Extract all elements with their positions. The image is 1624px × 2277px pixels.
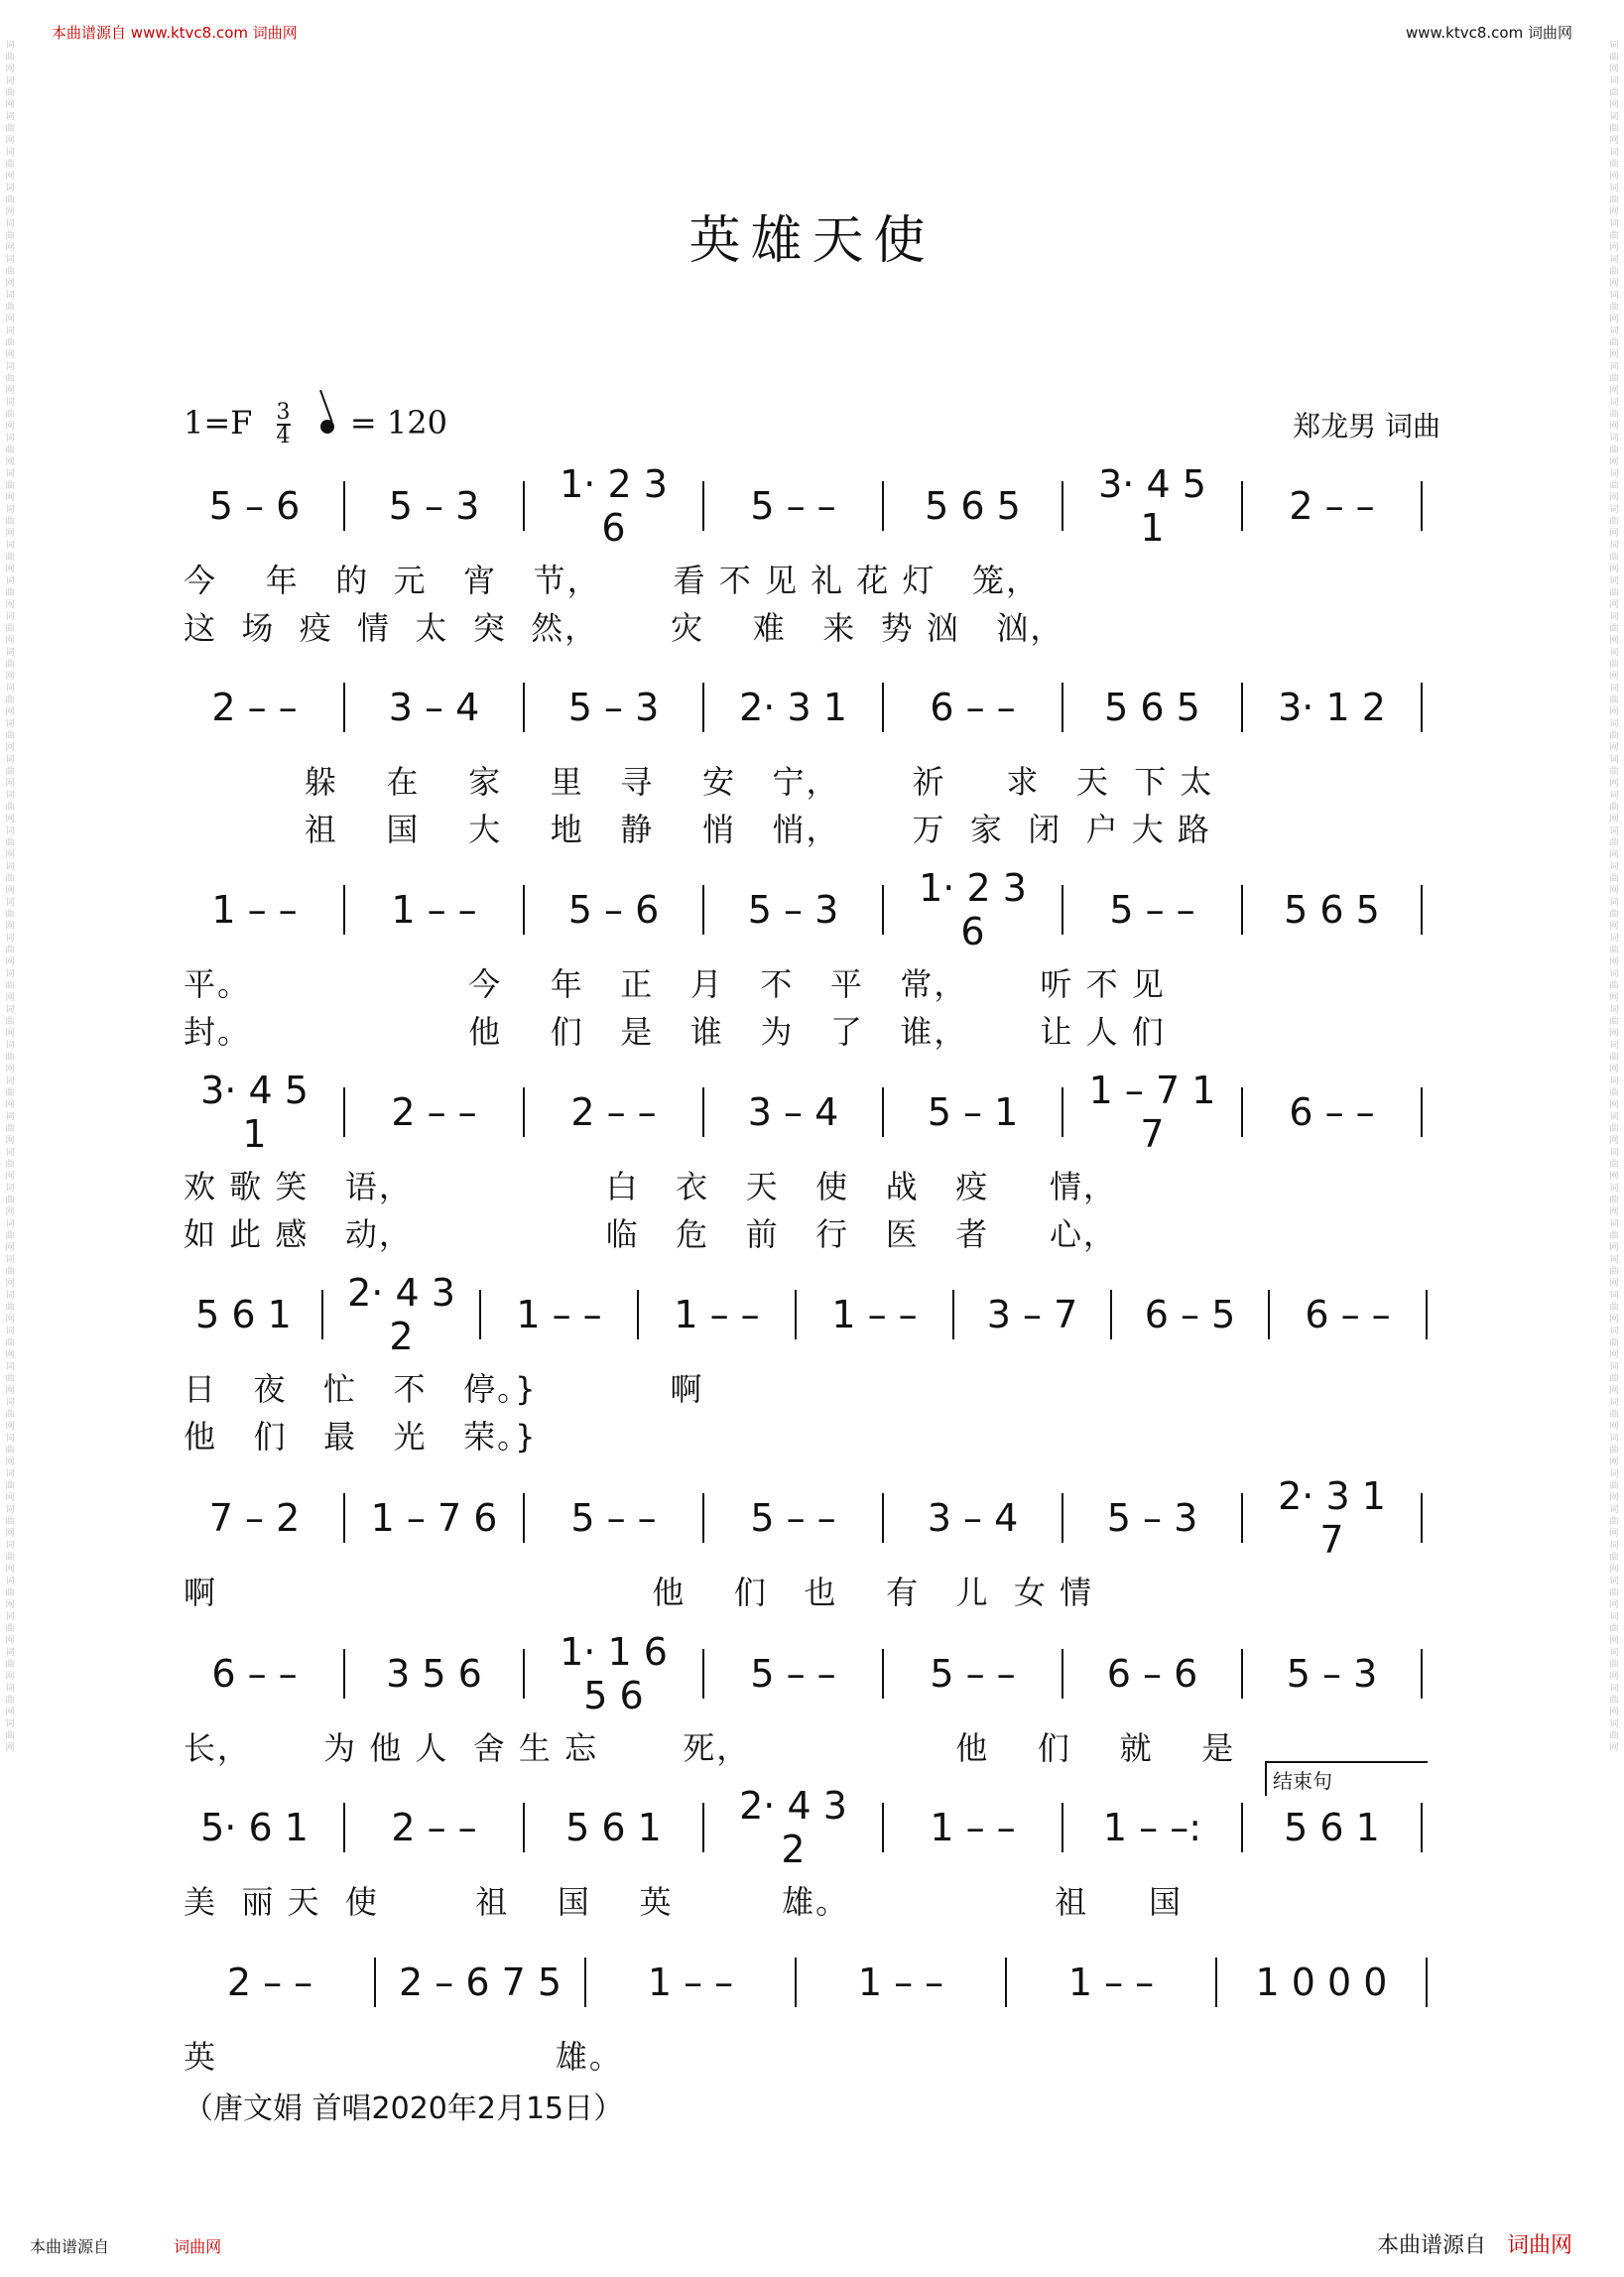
music-line bbox=[184, 678, 1445, 737]
lyric-line: 美 丽 天 使 祖 国 英 雄。 祖 国 bbox=[184, 1883, 1183, 1921]
barline bbox=[1062, 481, 1063, 531]
barline bbox=[1241, 1493, 1243, 1543]
measure: 2 – – bbox=[1289, 484, 1375, 528]
time-top: 3 bbox=[276, 400, 291, 425]
measure: 5 – 1 bbox=[927, 1090, 1019, 1134]
footer-left-label: 本曲谱源自 bbox=[30, 2237, 110, 2256]
measure: 5 6 1 bbox=[565, 1806, 662, 1849]
barline bbox=[523, 1087, 525, 1137]
header-source-url[interactable]: www.ktvc8.com 词曲网 bbox=[130, 24, 298, 42]
barline bbox=[1426, 1290, 1428, 1339]
measure: 5 6 5 bbox=[925, 484, 1021, 528]
header-source bbox=[52, 22, 298, 43]
barline bbox=[1005, 1958, 1007, 2007]
measure: 5 – 3 bbox=[1286, 1652, 1378, 1696]
barline bbox=[343, 1493, 345, 1543]
barline bbox=[702, 1649, 704, 1699]
barline bbox=[343, 885, 345, 935]
barline bbox=[321, 1290, 323, 1339]
music-line bbox=[184, 1474, 1445, 1562]
lyric-line: 如 此 感 动， 临 危 前 行 医 者 心， bbox=[184, 1215, 1118, 1253]
measure: 2 – 6 7 5 bbox=[398, 1961, 562, 2004]
measure: 1 – – bbox=[516, 1293, 602, 1336]
barline bbox=[882, 1087, 884, 1137]
lyric-line: 欢 歌 笑 语， 白 衣 天 使 战 疫 情， bbox=[184, 1168, 1118, 1205]
measure: 5 6 5 bbox=[1284, 888, 1380, 932]
measure: 5 – 3 bbox=[567, 686, 660, 729]
barline bbox=[523, 1803, 525, 1852]
music-line bbox=[184, 1953, 1445, 2012]
measure: 2 – – bbox=[391, 1806, 477, 1849]
measure: 5· 6 1 bbox=[200, 1806, 309, 1849]
measure: 2· 4 3 2 bbox=[347, 1271, 455, 1358]
music-line bbox=[184, 1271, 1445, 1358]
barline bbox=[637, 1290, 639, 1339]
measure: 2· 3 1 7 bbox=[1278, 1474, 1386, 1562]
measure: 2 – – bbox=[391, 1090, 477, 1134]
measure: 3 – 4 bbox=[927, 1496, 1019, 1540]
measure: 2 – – bbox=[226, 1961, 313, 2004]
barline bbox=[1062, 683, 1063, 732]
barline bbox=[584, 1958, 586, 2007]
barline bbox=[1062, 1087, 1063, 1137]
measure: 7 – 2 bbox=[208, 1496, 301, 1540]
ending-bracket: 结束句 bbox=[1265, 1761, 1428, 1796]
performance-credit: （唐文娟 首唱2020年2月15日） bbox=[184, 2091, 624, 2126]
measure: 1· 2 3 6 bbox=[919, 866, 1027, 953]
lyric-line: 啊 他 们 也 有 儿 女 情 bbox=[184, 1574, 1094, 1611]
barline bbox=[1062, 1493, 1063, 1543]
measure: 1 – – bbox=[1067, 1961, 1155, 2004]
music-line bbox=[184, 1069, 1445, 1156]
barline bbox=[1421, 885, 1423, 935]
barline bbox=[882, 481, 884, 531]
measure: 3· 1 2 bbox=[1278, 686, 1386, 729]
measure: 5 – – bbox=[930, 1652, 1016, 1696]
measure: 5 6 1 bbox=[1284, 1806, 1380, 1849]
barline bbox=[702, 1087, 704, 1137]
measure: 3 – 7 bbox=[986, 1293, 1078, 1336]
measure: 2· 3 1 bbox=[739, 686, 847, 729]
barline bbox=[795, 1958, 797, 2007]
barline bbox=[374, 1958, 376, 2007]
music-line bbox=[184, 1630, 1445, 1717]
measure: 5 – – bbox=[1109, 888, 1195, 932]
header-site-url[interactable]: www.ktvc8.com 词曲网 bbox=[1405, 24, 1572, 42]
footer-left-link[interactable]: 词曲网 bbox=[174, 2237, 222, 2256]
measure: 5 – 3 bbox=[747, 888, 839, 932]
barline bbox=[795, 1290, 797, 1339]
music-line bbox=[184, 866, 1445, 953]
lyric-line: 这 场 疫 情 太 突 然， 灾 难 来 势 汹 汹， bbox=[184, 609, 1064, 647]
measure: 1 – 7 1 7 bbox=[1088, 1069, 1216, 1156]
score-meta bbox=[184, 402, 451, 447]
barline bbox=[1241, 683, 1243, 732]
measure: 2· 4 3 2 bbox=[739, 1784, 847, 1871]
measure: 1 – –: bbox=[1102, 1806, 1202, 1849]
barline bbox=[1062, 885, 1063, 935]
measure: 1 – – bbox=[211, 888, 298, 932]
barline bbox=[952, 1290, 954, 1339]
barline bbox=[523, 1649, 525, 1699]
barline bbox=[1241, 885, 1243, 935]
measure: 6 – 5 bbox=[1144, 1293, 1236, 1336]
barline bbox=[479, 1290, 481, 1339]
measure: 1 – – bbox=[857, 1961, 944, 2004]
tempo-marking: = 120 bbox=[349, 403, 447, 442]
measure: 5 – 3 bbox=[1106, 1496, 1198, 1540]
measure: 3 – 4 bbox=[747, 1090, 839, 1134]
barline bbox=[702, 683, 704, 732]
measure: 1 – – bbox=[930, 1806, 1016, 1849]
measure: 1 – – bbox=[391, 888, 477, 932]
measure: 1 – – bbox=[674, 1293, 760, 1336]
music-line bbox=[184, 462, 1445, 550]
measure: 5 – – bbox=[750, 1652, 836, 1696]
measure: 5 6 5 bbox=[1104, 686, 1200, 729]
lyric-line: 他 们 最 光 荣。} bbox=[184, 1418, 538, 1455]
barline bbox=[1421, 1649, 1423, 1699]
footer-right-link[interactable]: 词曲网 bbox=[1506, 2233, 1572, 2258]
measure: 1 – 7 6 bbox=[370, 1496, 498, 1540]
measure: 6 – – bbox=[1289, 1090, 1375, 1134]
measure: 6 – – bbox=[1305, 1293, 1391, 1336]
barline bbox=[1241, 481, 1243, 531]
side-watermark: 词曲网 词曲网 词曲网 词曲网 词曲网 词曲网 词曲网 词曲网 词曲网 词曲网 词曲网 词曲网 词曲网 词曲网 词曲网 词曲网 词曲网 词曲网 词曲网 词曲网 词曲网 词曲网 词曲网 词曲网 词曲网 词曲网 词曲网 词曲网 词曲网 词曲网 词曲网 词曲网 词曲网 词曲网 词曲网 词曲网 词曲网 词曲网 词曲网 词曲网 词曲网 词曲网 词曲网 词曲网 词曲网 词曲网 词曲网 词曲网 bbox=[5, 41, 15, 1753]
measure: 1 0 0 0 bbox=[1255, 1961, 1388, 2004]
barline bbox=[1421, 481, 1423, 531]
measure: 5 – – bbox=[570, 1496, 657, 1540]
measure: 3· 4 5 1 bbox=[200, 1069, 309, 1156]
barline bbox=[1110, 1290, 1112, 1339]
measure: 3 – 4 bbox=[388, 686, 480, 729]
barline bbox=[1421, 1803, 1423, 1852]
measure: 1 – – bbox=[647, 1961, 734, 2004]
measure: 5 – 6 bbox=[567, 888, 660, 932]
footer-right bbox=[1377, 2228, 1572, 2259]
barline bbox=[343, 1803, 345, 1852]
measure: 2 – – bbox=[211, 686, 298, 729]
barline bbox=[702, 885, 704, 935]
barline bbox=[1421, 1493, 1423, 1543]
barline bbox=[702, 1493, 704, 1543]
measure: 2 – – bbox=[570, 1090, 657, 1134]
measure: 3 5 6 bbox=[386, 1652, 482, 1696]
lyric-line: 躲 在 家 里 寻 安 宁， 祈 求 天 下 太 bbox=[184, 763, 1214, 801]
barline bbox=[343, 1649, 345, 1699]
measure: 6 – – bbox=[211, 1652, 298, 1696]
barline bbox=[523, 683, 525, 732]
barline bbox=[882, 1493, 884, 1543]
barline bbox=[1241, 1803, 1243, 1852]
barline bbox=[882, 683, 884, 732]
measure: 5 – – bbox=[750, 1496, 836, 1540]
barline bbox=[343, 1087, 345, 1137]
time-signature bbox=[277, 402, 291, 447]
measure: 1 – – bbox=[831, 1293, 918, 1336]
footer-right-label: 本曲谱源自 bbox=[1376, 2233, 1486, 2258]
lyric-line: 封。 他 们 是 谁 为 了 谁， 让 人 们 bbox=[184, 1013, 1166, 1051]
barline bbox=[1062, 1649, 1063, 1699]
lyric-line: 日 夜 忙 不 停。} 啊 bbox=[184, 1370, 704, 1408]
measure: 1· 2 3 6 bbox=[560, 462, 668, 550]
measure: 6 – – bbox=[930, 686, 1016, 729]
key-signature: 1=F bbox=[184, 403, 253, 442]
header-source-label: 本曲谱源自 bbox=[52, 24, 127, 42]
barline bbox=[1215, 1958, 1217, 2007]
barline bbox=[1268, 1290, 1270, 1339]
barline bbox=[882, 885, 884, 935]
barline bbox=[1241, 1649, 1243, 1699]
lyric-line: 今 年 的 元 宵 节， 看 不 见 礼 花 灯 笼， bbox=[184, 562, 1040, 599]
time-bottom: 4 bbox=[276, 424, 291, 448]
barline bbox=[1062, 1803, 1063, 1852]
measure: 5 6 1 bbox=[195, 1293, 292, 1336]
lyric-line: 平。 今 年 正 月 不 平 常， 听 不 见 bbox=[184, 965, 1166, 1003]
song-title: 英雄天使 bbox=[688, 211, 936, 271]
barline bbox=[523, 885, 525, 935]
barline bbox=[1421, 1087, 1423, 1137]
barline bbox=[523, 1493, 525, 1543]
measure: 5 – 3 bbox=[388, 484, 480, 528]
lyric-line: 英 雄。 bbox=[184, 2038, 623, 2076]
quarter-note-icon bbox=[318, 418, 336, 436]
barline bbox=[702, 1803, 704, 1852]
side-watermark: 词曲网 词曲网 词曲网 词曲网 词曲网 词曲网 词曲网 词曲网 词曲网 词曲网 词曲网 词曲网 词曲网 词曲网 词曲网 词曲网 词曲网 词曲网 词曲网 词曲网 词曲网 词曲网 词曲网 词曲网 词曲网 词曲网 词曲网 词曲网 词曲网 词曲网 词曲网 词曲网 词曲网 词曲网 词曲网 词曲网 词曲网 词曲网 词曲网 词曲网 词曲网 词曲网 词曲网 词曲网 词曲网 词曲网 词曲网 词曲网 bbox=[1609, 41, 1619, 1753]
lyric-line: 祖 国 大 地 静 悄 悄， 万 家 闭 户 大 路 bbox=[184, 811, 1211, 848]
barline bbox=[343, 683, 345, 732]
measure: 6 – 6 bbox=[1106, 1652, 1198, 1696]
barline bbox=[1241, 1087, 1243, 1137]
barline bbox=[1421, 683, 1423, 732]
music-line bbox=[184, 1784, 1445, 1871]
measure: 3· 4 5 1 bbox=[1098, 462, 1206, 550]
footer-left bbox=[30, 2234, 221, 2257]
author-credit: 郑龙男 词曲 bbox=[1293, 410, 1440, 443]
barline bbox=[523, 481, 525, 531]
barline bbox=[882, 1803, 884, 1852]
barline bbox=[343, 481, 345, 531]
measure: 5 – – bbox=[750, 484, 836, 528]
measure: 5 – 6 bbox=[208, 484, 301, 528]
measure: 1· 1 6 5 6 bbox=[560, 1630, 668, 1717]
barline bbox=[882, 1649, 884, 1699]
barline bbox=[1426, 1958, 1428, 2007]
barline bbox=[702, 481, 704, 531]
lyric-line: 长， 为 他 人 舍 生 忘 死， 他 们 就 是 bbox=[184, 1729, 1236, 1767]
